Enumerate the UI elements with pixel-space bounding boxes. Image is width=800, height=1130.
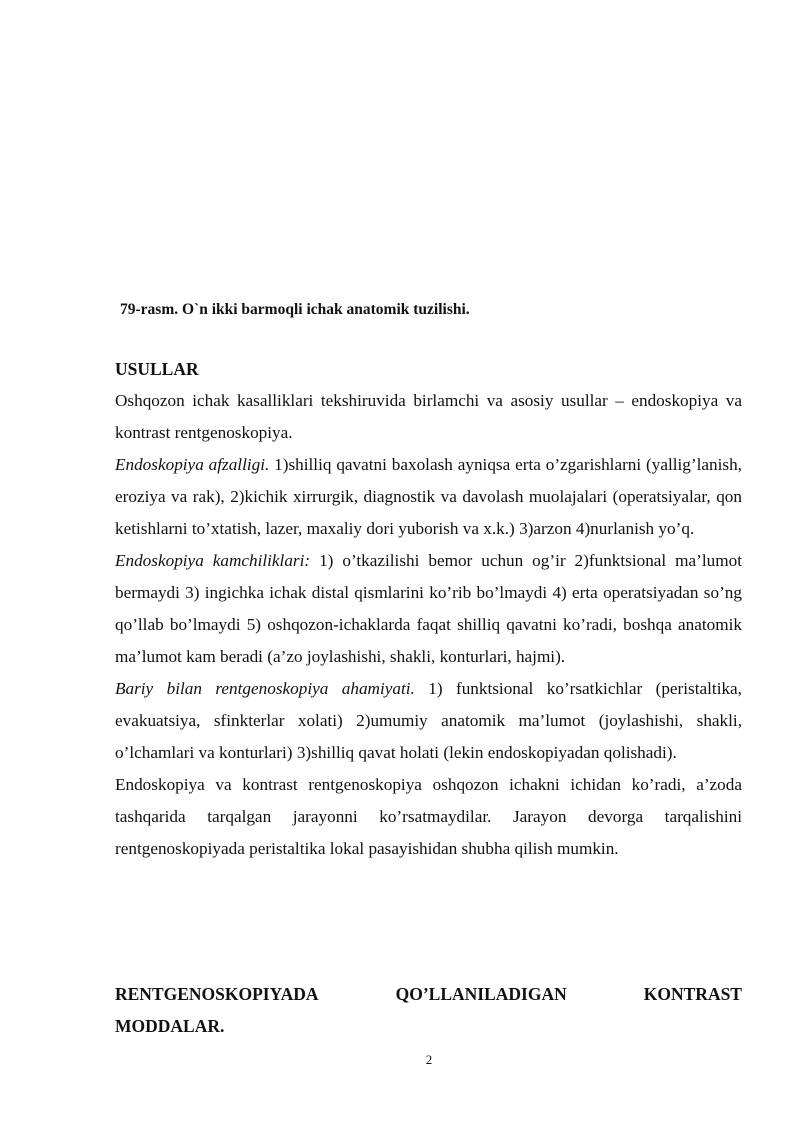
section-methods [115, 353, 742, 865]
barium-text: 1) funktsional ko’rsatkichlar (peristaltika, evakuatsiya, sfinkterlar xolati) 2)umumiy anatomik ma’lumot (joylashishi, shakli, o’lchamlari va konturlari) 3)shilliq qavat holati (lekin endoskopiyadan qolishadi). [115, 679, 742, 762]
disadvantages-label: Endoskopiya kamchiliklari: [115, 551, 311, 570]
advantages-text: 1)shilliq qavatni baxolash ayniqsa erta o’zgarishlarni (yallig’lanish, eroziya va rak), 2)kichik xirrurgik, diagnostik va davolash muolajalari (operatsiyalar, qon ketishlarni to’xtatish, lazer, maxaliy dori yuborish va x.k.) 3)arzon 4)nurlanish yo’q. [115, 455, 742, 538]
page-number: 2 [425, 1052, 433, 1067]
barium-label: Bariy bilan rentgenoskopiya ahamiyati. [115, 679, 415, 698]
section-heading-contrast [115, 978, 742, 1042]
disadvantages-text: 1) o’tkazilishi bemor uchun og’ir 2)funktsional ma’lumot bermaydi 3) ingichka ichak distal qismlarini ko’rib bo’lmaydi 4) erta operatsiyadan so’ng qo’llab bo’lmaydi 5) oshqozon-ichaklarda faqat shilliq qavatni ko’radi, boshqa anatomik ma’lumot kam beradi (a’zo joylashishi, shakli, konturlari, hajmi). [115, 551, 743, 666]
paragraph-disadvantages [115, 545, 742, 673]
heading-word: RENTGENOSKOPIYADA [115, 984, 319, 1004]
heading-word: QO’LLANILADIGAN [395, 984, 567, 1004]
paragraph-advantages [115, 449, 742, 545]
heading-word: MODDALAR. [115, 1016, 225, 1036]
paragraph-conclusion: Endoskopiya va kontrast rentgenoskopiya oshqozon ichakni ichidan ko’radi, a’zoda tashqarida tarqalgan jarayonni ko’rsatmaydilar. Jarayon devorga tarqalishini rentgenoskopiyada peristaltika lokal pasayishidan shubha qilish mumkin. [115, 775, 742, 858]
figure-caption: 79-rasm. O`n ikki barmoqli ichak anatomik tuzilishi. [120, 301, 470, 318]
advantages-label: Endoskopiya afzalligi. [115, 455, 270, 474]
paragraph-intro: Oshqozon ichak kasalliklari tekshiruvida birlamchi va asosiy usullar – endoskopiya va kontrast rentgenoskopiya. [115, 391, 742, 442]
heading-row [115, 978, 742, 1010]
section-heading-methods: USULLAR [115, 359, 199, 379]
paragraph-barium [115, 673, 742, 769]
heading-word: KONTRAST [643, 984, 742, 1004]
